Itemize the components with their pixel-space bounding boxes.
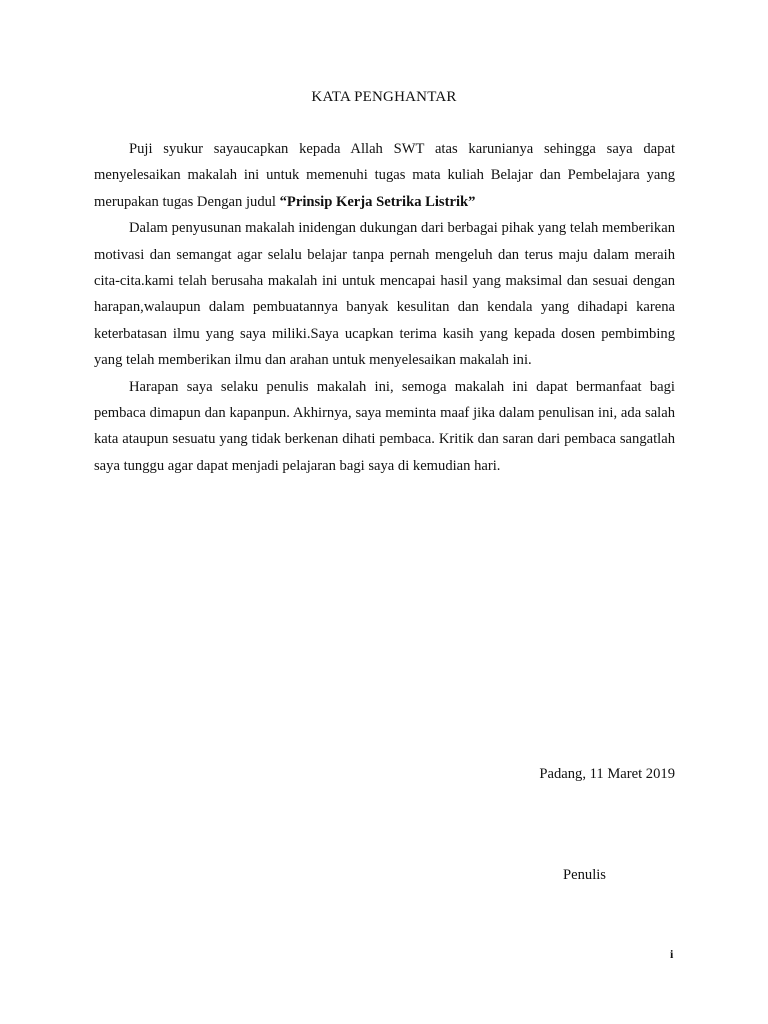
page-title: KATA PENGHANTAR <box>311 89 457 105</box>
paper-title-bold: “Prinsip Kerja Setrika Listrik” <box>279 193 476 210</box>
author-label: Penulis <box>563 867 606 883</box>
paragraph-acknowledgement: Dalam penyusunan makalah inidengan dukungan dari berbagai pihak yang telah memberikan motivasi dan semangat agar selalu belajar tanpa pernah mengeluh dan terus maju dalam meraih cita-cita.kami telah berusaha makalah ini untuk mencapai hasil yang maksimal dan sesuai dengan harapan,walaupun dalam pembuatannya banyak kesulitan dan kendala yang dihadapi karena keterbatasan ilmu yang saya miliki.Saya ucapkan terima kasih yang kepada dosen pembimbing yang telah memberikan ilmu dan arahan untuk menyelesaikan makalah ini. <box>94 220 675 369</box>
place-and-date: Padang, 11 Maret 2019 <box>539 766 675 782</box>
paragraph-closing: Harapan saya selaku penulis makalah ini, semoga makalah ini dapat bermanfaat bagi pembaca dimapun dan kapanpun. Akhirnya, saya meminta maaf jika dalam penulisan ini, ada salah kata ataupun sesuatu yang tidak berkenan dihati pembaca. Kritik dan saran dari pembaca sangatlah saya tunggu agar dapat menjadi pelajaran bagi saya di kemudian hari. <box>94 378 675 474</box>
paragraph-gratitude <box>94 136 675 215</box>
page-number: i <box>670 947 674 961</box>
paragraph-gratitude-text: Puji syukur sayaucapkan kepada Allah SWT atas karunianya sehingga saya dapat menyelesaikan makalah ini untuk memenuhi tugas mata kuliah Belajar dan Pembelajara yang merupakan tugas Dengan judul <box>94 141 675 210</box>
document-body <box>94 136 675 479</box>
